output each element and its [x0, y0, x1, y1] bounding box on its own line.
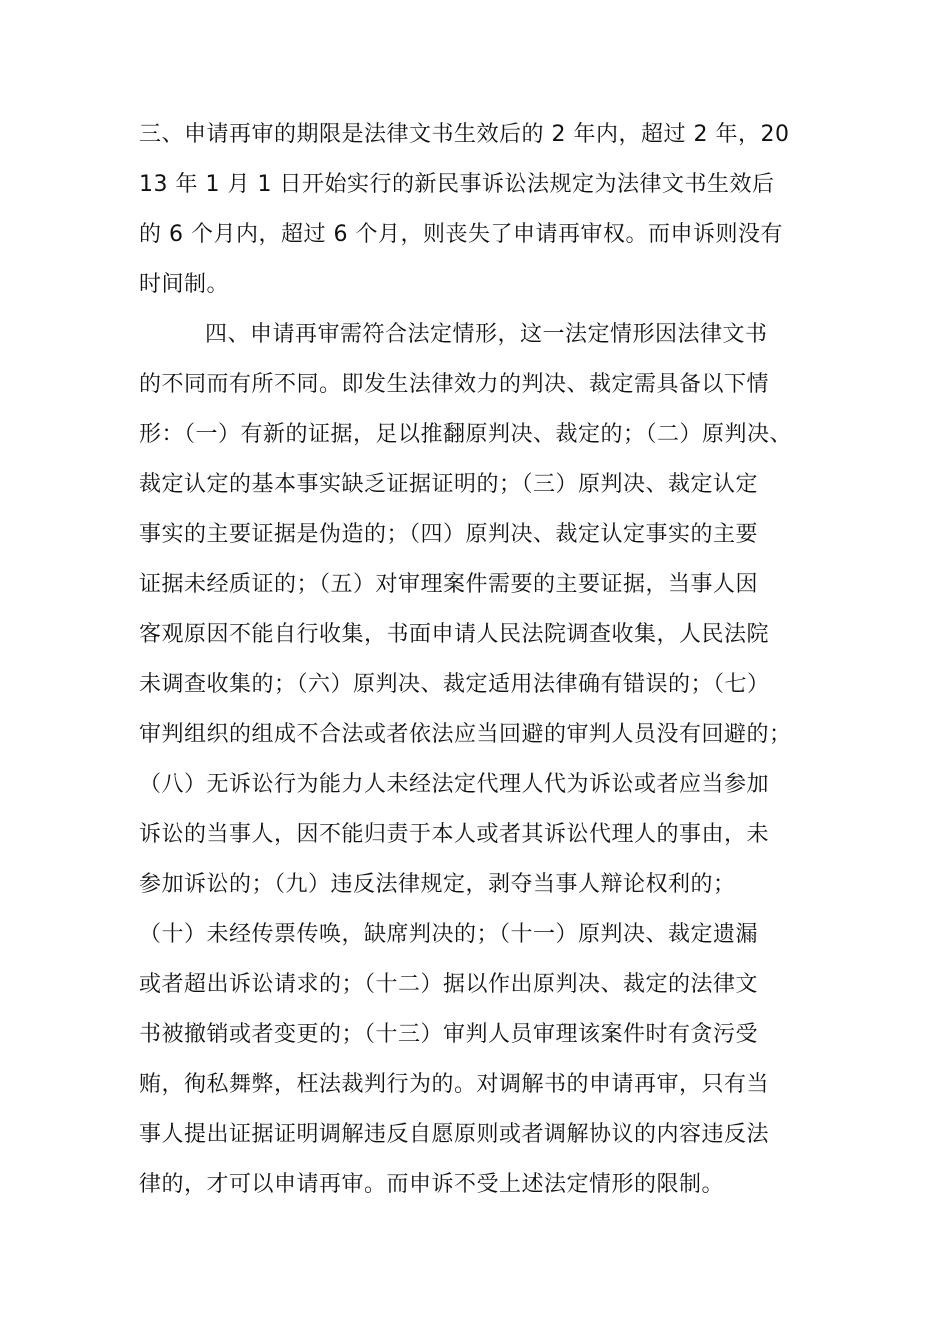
- text-line: 律的，才可以申请再审。而申诉不受上述法定情形的限制。: [139, 1172, 725, 1197]
- text-line: 客观原因不能自行收集，书面申请人民法院调查收集，人民法院: [139, 622, 770, 647]
- text-line: 未调查收集的；（六）原判决、裁定适用法律确有错误的；（七）: [139, 672, 770, 697]
- paragraph-start-line: 四、申请再审需符合法定情形，这一法定情形因法律文书: [205, 322, 768, 347]
- text-line: 书被撤销或者变更的；（十三）审判人员审理该案件时有贪污受: [139, 1022, 759, 1047]
- text-line: 贿，徇私舞弊，枉法裁判行为的。对调解书的申请再审，只有当: [139, 1072, 770, 1097]
- text-line: 13 年 1 月 1 日开始实行的新民事诉讼法规定为法律文书生效后: [139, 172, 775, 197]
- text-line: 事实的主要证据是伪造的；（四）原判决、裁定认定事实的主要: [139, 522, 759, 547]
- text-line: 裁定认定的基本事实缺乏证据证明的；（三）原判决、裁定认定: [139, 472, 759, 497]
- text-line: 时间制。: [139, 272, 230, 297]
- text-line: 的 6 个月内，超过 6 个月，则丧失了申请再审权。而申诉则没有: [139, 222, 783, 247]
- text-line: 或者超出诉讼请求的；（十二）据以作出原判决、裁定的法律文: [139, 972, 759, 997]
- text-line: 参加诉讼的；（九）违反法律规定，剥夺当事人辩论权利的；: [139, 872, 736, 897]
- text-line: 事人提出证据证明调解违反自愿原则或者调解协议的内容违反法: [139, 1122, 770, 1147]
- text-line: 证据未经质证的；（五）对审理案件需要的主要证据，当事人因: [139, 572, 759, 597]
- text-line: 三、申请再审的期限是法律文书生效后的 2 年内，超过 2 年，20: [139, 122, 790, 147]
- text-line: （十）未经传票传唤，缺席判决的；（十一）原判决、裁定遗漏: [139, 922, 759, 947]
- text-line: 形：（一）有新的证据，足以推翻原判决、裁定的；（二）原判决、: [139, 422, 793, 447]
- text-line: 诉讼的当事人，因不能归责于本人或者其诉讼代理人的事由，未: [139, 822, 770, 847]
- text-line: （八）无诉讼行为能力人未经法定代理人代为诉讼或者应当参加: [139, 772, 770, 797]
- text-line: 的不同而有所不同。即发生法律效力的判决、裁定需具备以下情: [139, 372, 770, 397]
- text-line: 审判组织的组成不合法或者依法应当回避的审判人员没有回避的；: [139, 722, 792, 747]
